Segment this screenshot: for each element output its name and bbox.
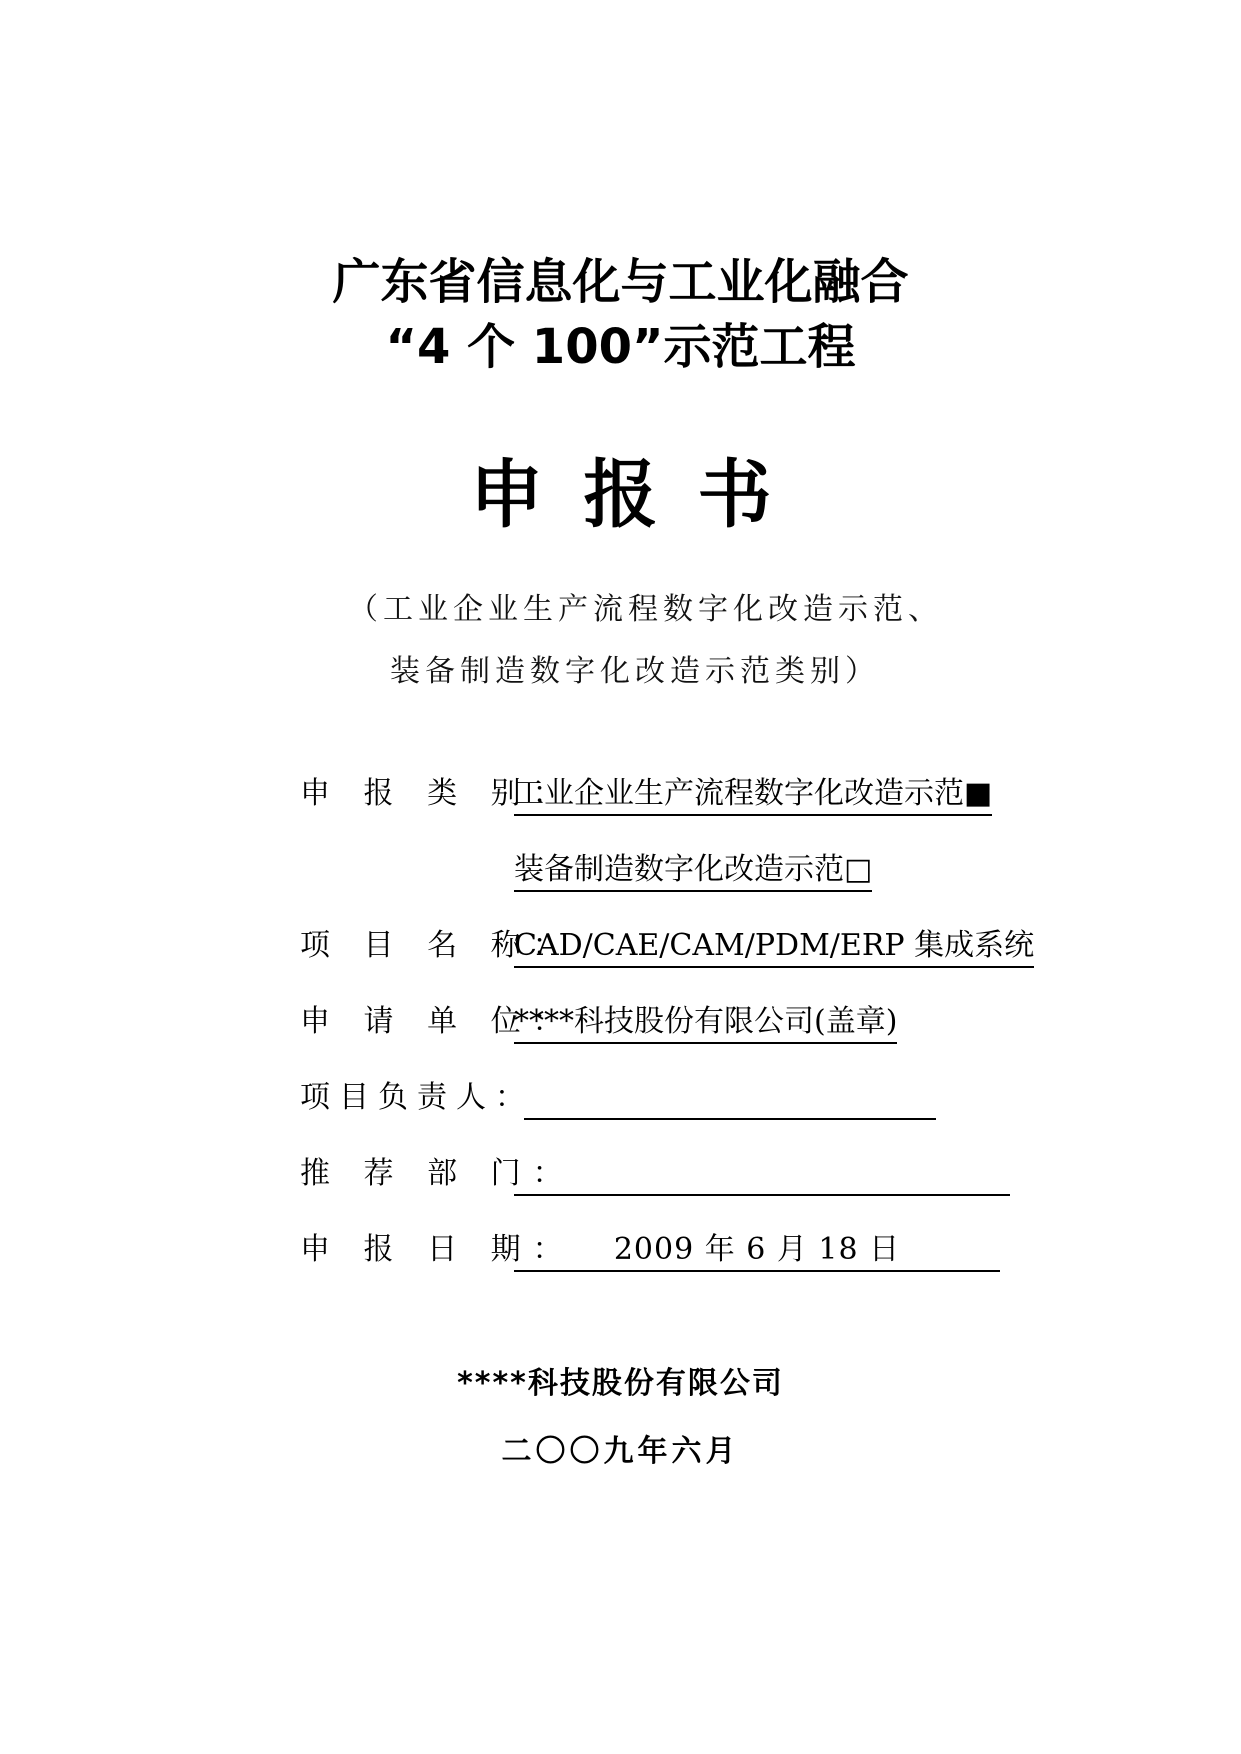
document-title-line1: 广东省信息化与工业化融合 bbox=[332, 254, 909, 310]
application-date-value: 2009 年 6 月 18 日 bbox=[514, 1231, 1000, 1272]
document-type-heading: 申报书 bbox=[469, 452, 812, 538]
applicant-label: 申 请 单 位： bbox=[300, 1004, 575, 1039]
recommending-dept-blank bbox=[514, 1156, 1010, 1196]
subtitle-line1: （工业企业生产流程数字化改造示范、 bbox=[348, 592, 943, 627]
application-date-label: 申 报 日 期： bbox=[300, 1232, 575, 1267]
footer-date: 二〇〇九年六月 bbox=[501, 1434, 740, 1469]
project-name-value: CAD/CAE/CAM/PDM/ERP 集成系统 bbox=[514, 927, 1034, 968]
applicant-field bbox=[300, 1000, 897, 1044]
recommending-dept-field bbox=[300, 1152, 1010, 1196]
applicant-value: ****科技股份有限公司(盖章) bbox=[514, 1003, 897, 1044]
project-leader-blank bbox=[524, 1080, 936, 1120]
project-name-label: 项 目 名 称： bbox=[300, 928, 575, 963]
project-leader-field bbox=[300, 1076, 936, 1120]
subtitle-line2: 装备制造数字化改造示范类别） bbox=[390, 654, 880, 689]
category-field-line2 bbox=[514, 848, 872, 892]
category-option-checked: 工业企业生产流程数字化改造示范■ bbox=[514, 775, 992, 816]
recommending-dept-label: 推 荐 部 门： bbox=[300, 1156, 575, 1191]
footer-company: ****科技股份有限公司 bbox=[457, 1366, 784, 1401]
document-title-line2: “4 个 100”示范工程 bbox=[385, 319, 856, 375]
category-option-unchecked: 装备制造数字化改造示范□ bbox=[514, 851, 872, 892]
category-label: 申 报 类 别： bbox=[300, 776, 575, 811]
project-name-field bbox=[300, 924, 1034, 968]
category-field bbox=[300, 772, 992, 816]
application-date-field bbox=[300, 1228, 1000, 1272]
project-leader-label: 项目负责人： bbox=[300, 1080, 534, 1115]
